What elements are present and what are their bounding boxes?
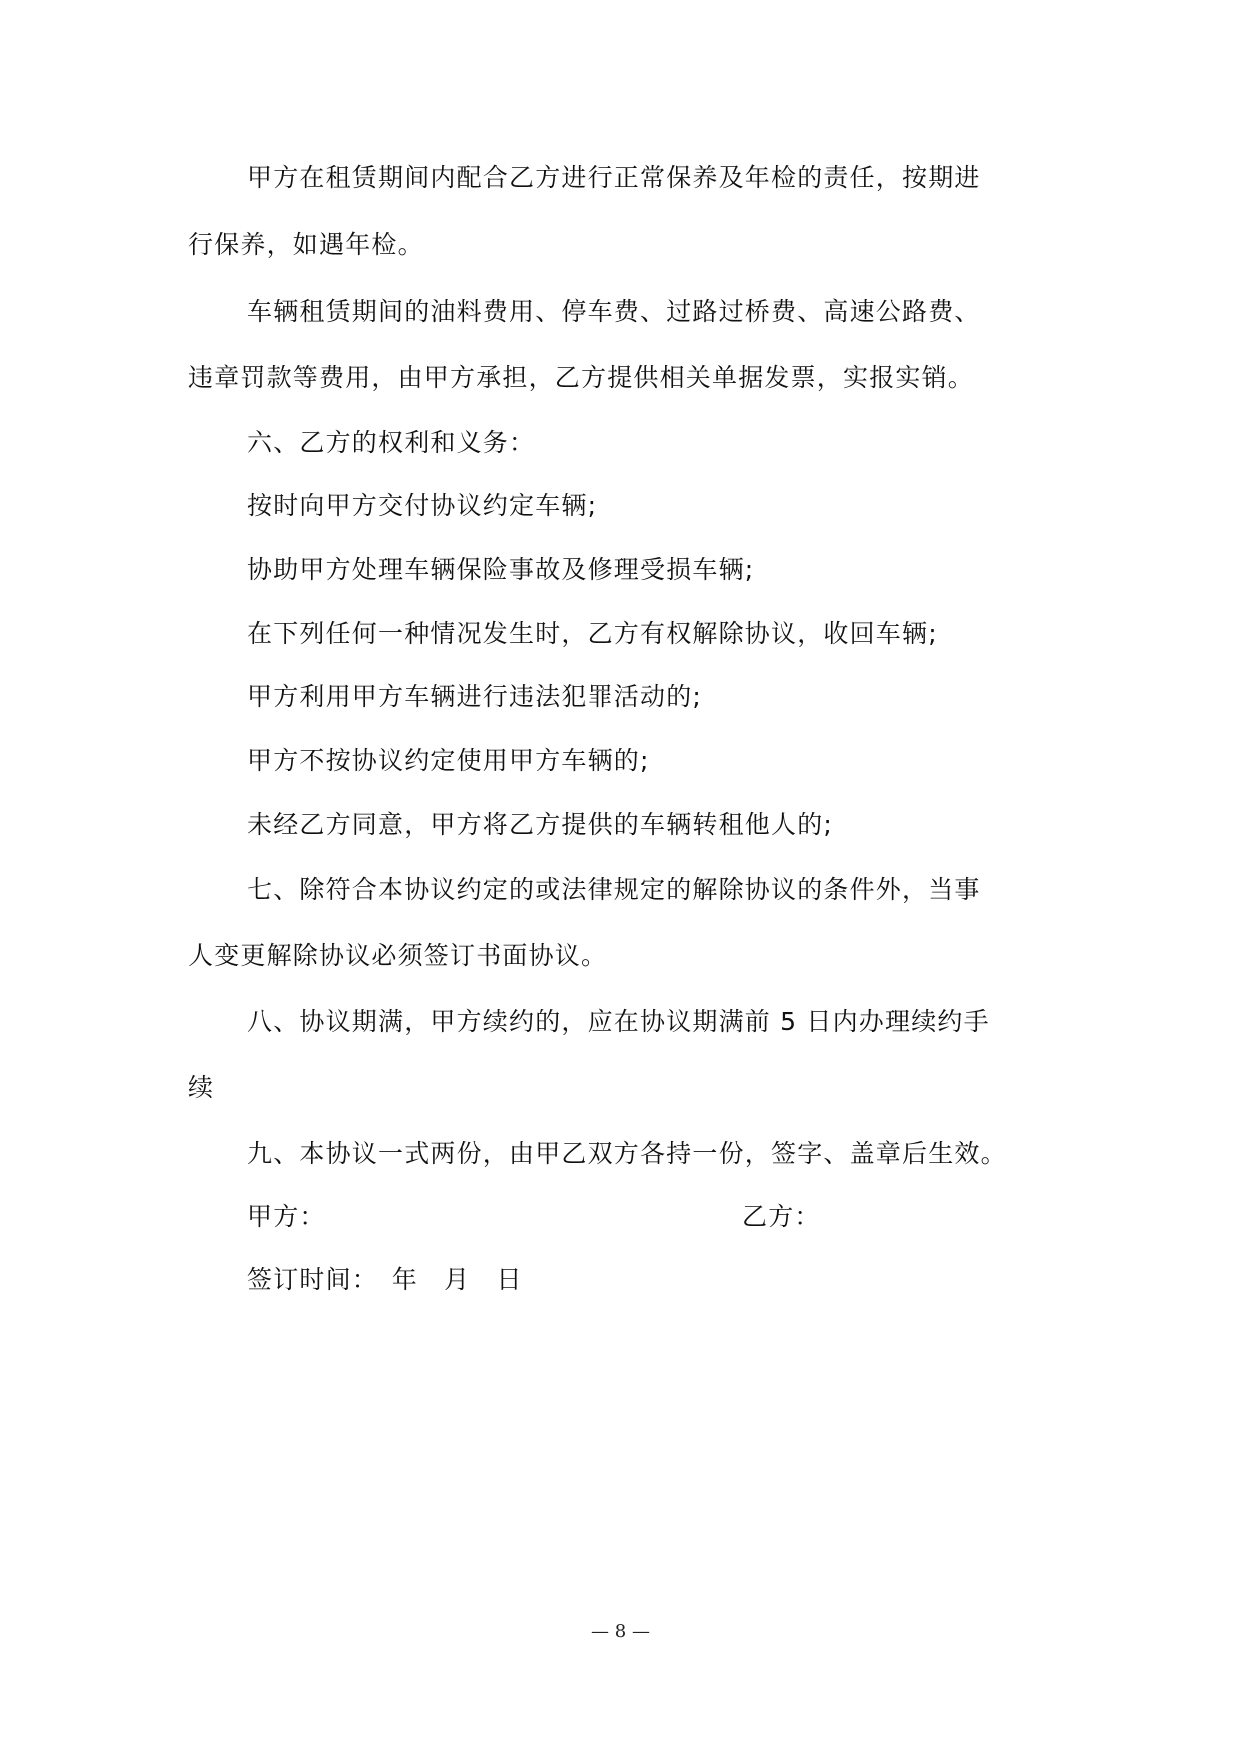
- section-eight-line1: 八、协议期满，甲方续约的，应在协议期满前 5 日内办理续约手: [247, 1007, 990, 1036]
- party-a-signature-label: 甲方：: [247, 1202, 326, 1231]
- paragraph-maintenance-line1: 甲方在租赁期间内配合乙方进行正常保养及年检的责任，按期进: [247, 163, 981, 192]
- paragraph-expenses-line2: 违章罚款等费用，由甲方承担，乙方提供相关单据发票，实报实销。: [188, 363, 975, 392]
- list-item-termination-conditions: 在下列任何一种情况发生时，乙方有权解除协议，收回车辆;: [247, 619, 938, 648]
- list-item-improper-use: 甲方不按协议约定使用甲方车辆的;: [247, 746, 650, 775]
- paragraph-maintenance-line2: 行保养，如遇年检。: [188, 230, 424, 259]
- section-seven-line1: 七、除符合本协议约定的或法律规定的解除协议的条件外，当事: [247, 875, 981, 904]
- paragraph-expenses-line1: 车辆租赁期间的油料费用、停车费、过路过桥费、高速公路费、: [247, 297, 981, 326]
- sign-date-label: 签订时间： 年 月 日: [247, 1265, 523, 1294]
- page-number: — 8 —: [591, 1621, 650, 1642]
- section-eight-line2: 续: [188, 1073, 215, 1102]
- list-item-deliver-vehicle: 按时向甲方交付协议约定车辆;: [247, 491, 598, 520]
- list-item-illegal-use: 甲方利用甲方车辆进行违法犯罪活动的;: [247, 682, 703, 711]
- list-item-sublease: 未经乙方同意，甲方将乙方提供的车辆转租他人的;: [247, 810, 834, 839]
- party-b-signature-label: 乙方：: [742, 1202, 821, 1231]
- list-item-assist-insurance: 协助甲方处理车辆保险事故及修理受损车辆;: [247, 555, 755, 584]
- section-seven-line2: 人变更解除协议必须签订书面协议。: [188, 941, 608, 970]
- section-nine: 九、本协议一式两份，由甲乙双方各持一份，签字、盖章后生效。: [247, 1139, 1007, 1168]
- section-heading-party-b-rights: 六、乙方的权利和义务：: [247, 428, 536, 457]
